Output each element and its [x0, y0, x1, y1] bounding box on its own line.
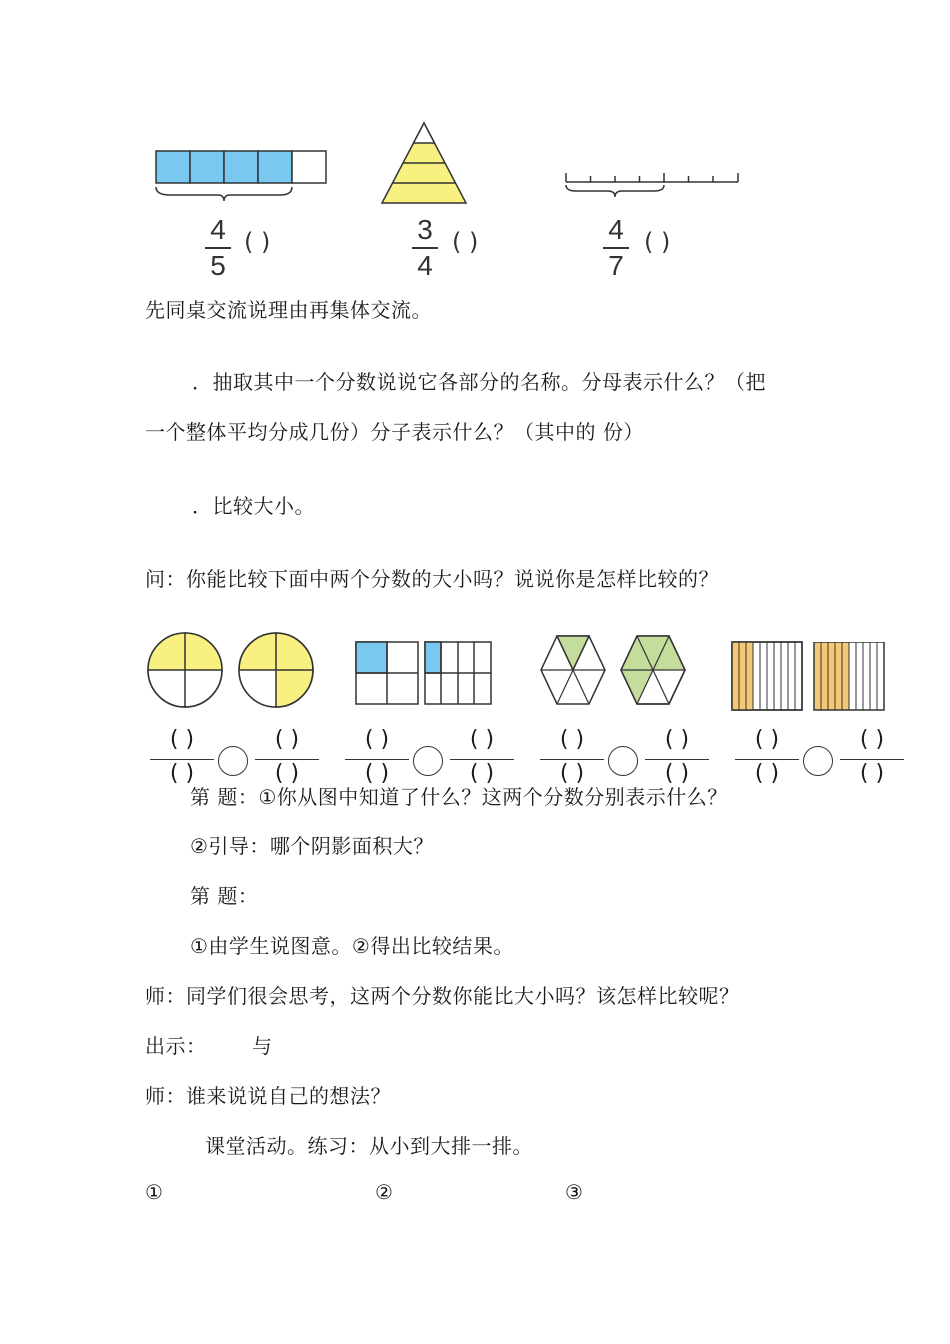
- text-line-6: 第 题：①你从图中知道了什么？这两个分数分别表示什么？: [190, 785, 728, 809]
- text-line-12: 师：谁来说说自己的想法？: [145, 1084, 391, 1108]
- blank-fraction-1b[interactable]: ( ) ( ): [255, 727, 319, 791]
- stripes-three-tenths: [732, 642, 802, 710]
- square-one-eighth: [425, 642, 491, 704]
- number-line-four-sevenths: [566, 173, 738, 197]
- text-line-9: ①由学生说图意。②得出比较结果。: [190, 934, 514, 958]
- blank-fraction-4b[interactable]: ( ) ( ): [840, 727, 904, 791]
- blank-fraction-1a[interactable]: ( ) ( ): [150, 727, 214, 791]
- answer-blank-1[interactable]: ( ): [244, 228, 271, 256]
- bar-four-fifths: [156, 151, 326, 201]
- text-line-2: ．抽取其中一个分数说说它各部分的名称。分母表示什么？（把: [192, 370, 766, 394]
- text-line-4: ．比较大小。: [192, 494, 315, 518]
- hexagon-three-sixths: [621, 636, 685, 704]
- text-line-7: ②引导：哪个阴影面积大？: [190, 834, 434, 858]
- exercise-marker-1: ①: [145, 1180, 164, 1204]
- compare-circle-4[interactable]: [803, 746, 833, 776]
- blank-fraction-2a[interactable]: ( ) ( ): [345, 727, 409, 791]
- circle-one-quarter: [148, 633, 222, 707]
- fraction-three-fourths: 3 4: [410, 215, 440, 281]
- text-line-10: 师：同学们很会思考，这两个分数你能比大小吗？该怎样比较呢？: [145, 984, 740, 1008]
- compare-circle-1[interactable]: [218, 746, 248, 776]
- text-line-11: 出示：: [145, 1034, 207, 1058]
- text-line-11b: 与: [252, 1034, 273, 1058]
- text-line-1: 先同桌交流说理由再集体交流。: [145, 298, 432, 322]
- hexagon-one-sixth: [541, 636, 605, 704]
- text-line-5: 问：你能比较下面中两个分数的大小吗？说说你是怎样比较的？: [145, 567, 719, 591]
- square-one-quarter: [356, 642, 418, 704]
- triangle-three-fourths: [382, 123, 466, 203]
- text-line-3: 一个整体平均分成几份）分子表示什么？（其中的 份）: [145, 420, 644, 444]
- blank-fraction-4a[interactable]: ( ) ( ): [735, 727, 799, 791]
- text-line-13: 课堂活动。练习：从小到大排一排。: [205, 1134, 533, 1158]
- compare-circle-3[interactable]: [608, 746, 638, 776]
- blank-fraction-3b[interactable]: ( ) ( ): [645, 727, 709, 791]
- exercise-marker-3: ③: [565, 1180, 584, 1204]
- blank-fraction-3a[interactable]: ( ) ( ): [540, 727, 604, 791]
- exercise-marker-2: ②: [375, 1180, 394, 1204]
- blank-fraction-2b[interactable]: ( ) ( ): [450, 727, 514, 791]
- answer-blank-3[interactable]: ( ): [644, 228, 671, 256]
- fraction-four-sevenths: 4 7: [601, 215, 631, 281]
- compare-circle-2[interactable]: [413, 746, 443, 776]
- text-line-8: 第 题：: [190, 884, 259, 908]
- stripes-second: [812, 642, 892, 714]
- answer-blank-2[interactable]: ( ): [452, 228, 479, 256]
- comparison-figures-row: [145, 630, 815, 720]
- fraction-figures-row: [140, 115, 760, 215]
- fraction-four-fifths: 4 5: [203, 215, 233, 281]
- circle-three-quarters: [239, 633, 313, 707]
